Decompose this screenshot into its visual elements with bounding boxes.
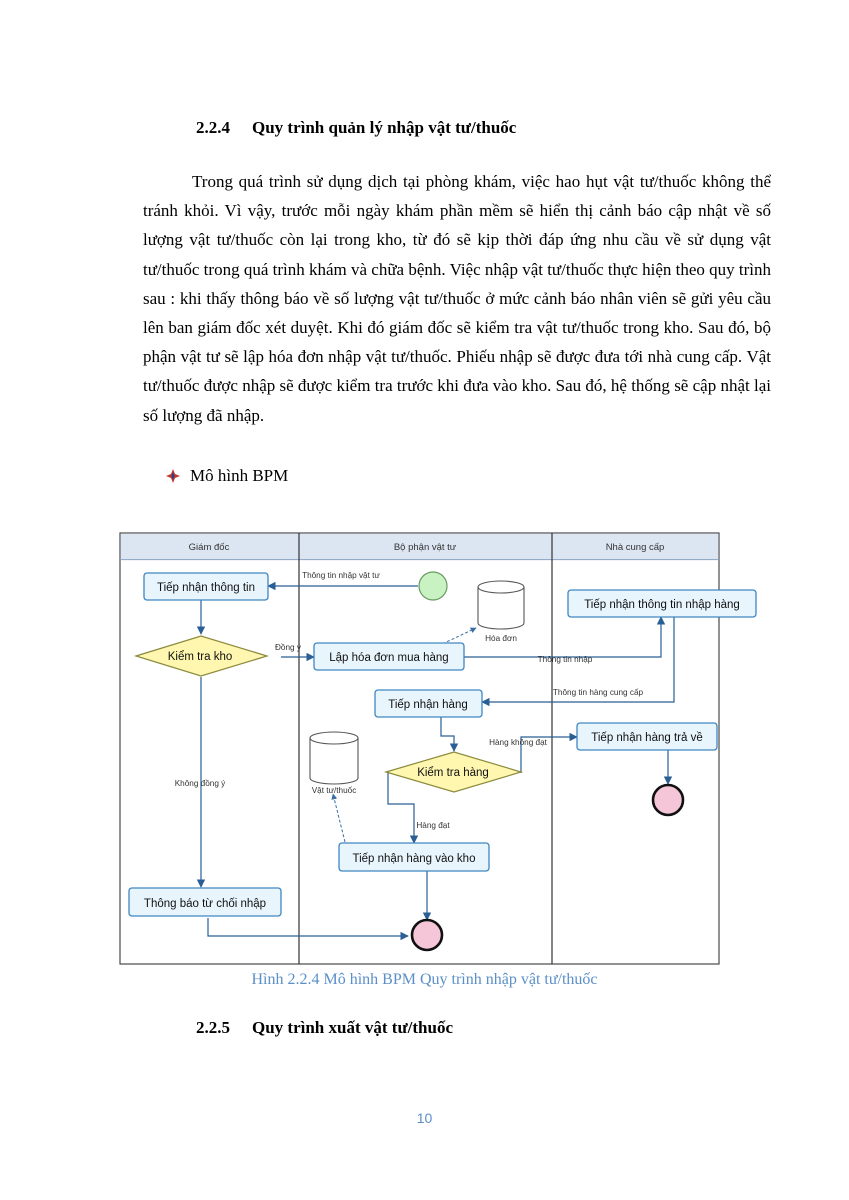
svg-text:Vật tư/thuốc: Vật tư/thuốc [311, 786, 357, 795]
section-number: 2.2.4 [196, 118, 230, 137]
task-tiep-nhan-thong-tin [144, 573, 268, 600]
section-number: 2.2.5 [196, 1018, 230, 1037]
bpm-diagram [120, 530, 740, 966]
svg-text:Lập hóa đơn mua hàng: Lập hóa đơn mua hàng [329, 652, 449, 664]
lane-bo-phan-vat-tu: Bộ phận vật tư [393, 542, 457, 553]
page-number: 10 [416, 1110, 433, 1126]
svg-text:Tiếp nhận hàng: Tiếp nhận hàng [388, 699, 468, 711]
svg-text:Tiếp nhận thông tin: Tiếp nhận thông tin [156, 582, 256, 594]
body-paragraph: Trong quá trình sử dụng dịch tại phòng khám, việc hao hụt vật tư/thuốc không thể tránh khỏi. Vì vậy, trước mỗi ngày khám phần mềm sẽ hiển thị cảnh báo cập nhật về số lượng vật tư/thuốc còn lại trong kho, từ đó sẽ kịp thời đáp ứng nhu cầu về sử dụng vật tư/thuốc trong quá trình khám và chữa bệnh. Việc nhập vật tư/thuốc thực hiện theo quy trình sau : khi thấy thông báo về số lượng vật tư/thuốc ở mức cảnh báo nhân viên sẽ gửi yêu cầu lên ban giám đốc xét duyệt. Khi đó giám đốc sẽ kiểm tra vật tư/thuốc trong kho. Sau đó, bộ phận vật tư sẽ lập hóa đơn nhập vật tư/thuốc. Phiếu nhập sẽ được đưa tới nhà cung cấp. Vật tư/thuốc được nhập sẽ được kiểm tra trước khi đưa vào kho. Sau đó, hệ thống sẽ cập nhật lại số lượng đã nhập. [143, 172, 772, 425]
end-event [653, 785, 683, 815]
bullet-item [166, 466, 288, 486]
svg-text:Kiểm tra kho: Kiểm tra kho [167, 651, 233, 663]
start-event [419, 572, 447, 600]
flow-label: Thông tin nhập [537, 655, 593, 664]
task-lap-hoa-don [314, 643, 464, 670]
flow-label: Thông tin nhập vật tư [302, 571, 380, 580]
diamond-bullet-icon [166, 469, 180, 483]
svg-text:Tiếp nhận thông tin nhập hàng: Tiếp nhận thông tin nhập hàng [584, 599, 740, 611]
section-heading [196, 118, 516, 138]
flow-label: Hàng đạt [416, 821, 450, 830]
end-event [412, 920, 442, 950]
lane-giam-doc: Giám đốc [188, 542, 230, 553]
flow-label: Không đồng ý [174, 779, 226, 788]
section-title: Quy trình quản lý nhập vật tư/thuốc [252, 118, 517, 137]
bullet-text: Mô hình BPM [190, 466, 289, 485]
datastore-vat-tu-thuoc [310, 732, 358, 795]
section-title: Quy trình xuất vật tư/thuốc [252, 1018, 453, 1037]
svg-text:Tiếp nhận hàng vào kho: Tiếp nhận hàng vào kho [352, 853, 476, 865]
svg-text:Tiếp nhận hàng trả về: Tiếp nhận hàng trả về [591, 732, 703, 744]
section-heading [196, 1018, 453, 1038]
task-tiep-nhan-hang-vao-kho [339, 843, 489, 871]
task-tiep-nhan-hang [375, 690, 482, 717]
svg-text:Thông báo từ chối nhập: Thông báo từ chối nhập [143, 898, 267, 910]
flow-label: Thông tin hàng cung cấp [552, 688, 644, 697]
figure-caption: Hình 2.2.4 Mô hình BPM Quy trình nhập vật tư/thuốc [251, 971, 598, 988]
svg-text:Hóa đơn: Hóa đơn [485, 634, 517, 643]
svg-text:Kiểm tra hàng: Kiểm tra hàng [417, 767, 489, 779]
flow-label: Đồng ý [275, 643, 301, 652]
task-thong-bao-tu-choi-nhap [129, 888, 281, 916]
flow-label: Hàng không đạt [489, 738, 547, 747]
lane-nha-cung-cap: Nhà cung cấp [605, 542, 665, 553]
task-tiep-nhan-thong-tin-nhap-hang [568, 590, 756, 617]
task-tiep-nhan-hang-tra-ve [577, 723, 717, 750]
